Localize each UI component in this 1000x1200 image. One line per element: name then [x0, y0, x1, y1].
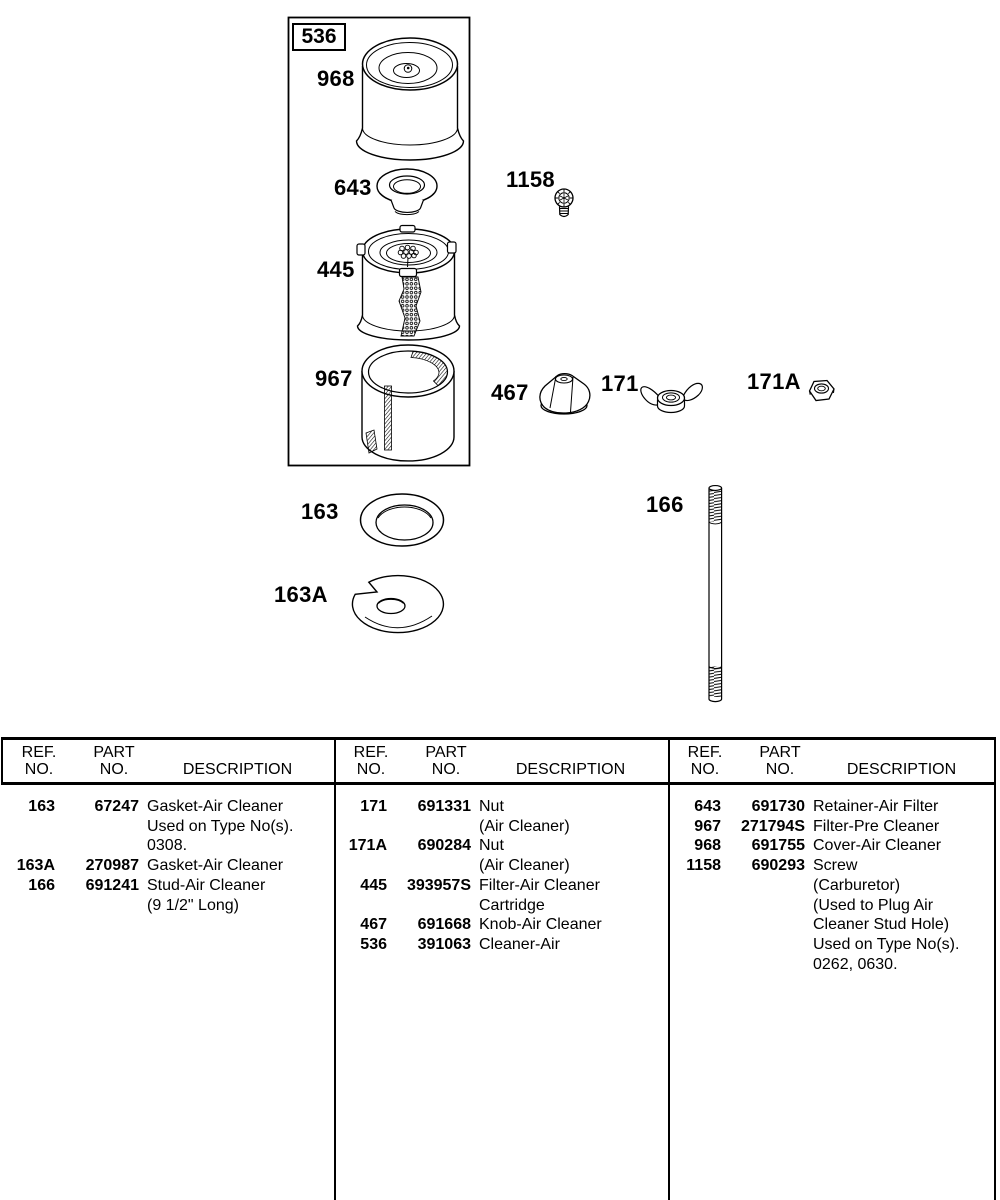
part-label-643: 643	[334, 175, 372, 200]
description-cell	[813, 797, 996, 817]
description-line: Used on Type No(s).	[147, 817, 294, 835]
description-line: 0308.	[147, 837, 188, 855]
description-line: Gasket-Air Cleaner	[147, 798, 284, 815]
description-line: Cleaner Stud Hole)	[813, 916, 950, 934]
header-part-line2: NO.	[99, 760, 129, 778]
parts-table-row	[668, 856, 996, 974]
ref-no-cell: 166	[28, 876, 55, 894]
table-columns	[2, 740, 996, 1200]
ref-no-cell: 967	[694, 817, 721, 835]
description-cell	[147, 876, 334, 915]
part-label-163A: 163A	[274, 582, 328, 607]
part-no-cell: 393957S	[406, 876, 471, 894]
header-ref-no	[16, 745, 62, 778]
parts-table-column-1	[2, 740, 334, 1200]
part-no-cell: 690293	[751, 857, 805, 875]
cover-air-cleaner-968-drawing	[357, 38, 464, 160]
part-no-cell: 691241	[85, 876, 139, 894]
part-label-467: 467	[491, 380, 529, 405]
parts-rows	[334, 787, 668, 955]
header-description: DESCRIPTION	[182, 760, 293, 778]
part-no-cell: 690284	[417, 837, 471, 855]
parts-table-column-2	[334, 740, 668, 1200]
assembly-group-box	[292, 23, 346, 51]
header-ref-no	[348, 745, 394, 778]
ref-no-cell: 1158	[686, 857, 721, 875]
description-line: Used on Type No(s).	[813, 935, 960, 953]
header-ref-line2: NO.	[356, 760, 386, 778]
part-label-166: 166	[646, 492, 684, 517]
part-label-445: 445	[317, 257, 355, 282]
description-line: Filter-Pre Cleaner	[813, 817, 940, 835]
description-cell	[479, 935, 668, 955]
header-part-no	[753, 745, 807, 778]
ref-no-cell: 171A	[348, 837, 387, 855]
part-label-536: 536	[301, 25, 337, 48]
header-part-line2: NO.	[431, 760, 461, 778]
part-label-967: 967	[315, 366, 353, 391]
ref-no-cell: 467	[360, 916, 387, 934]
header-description: DESCRIPTION	[515, 760, 626, 778]
description-cell	[479, 876, 668, 915]
parts-table-row	[668, 836, 996, 856]
description-cell	[147, 797, 334, 856]
parts-table-row	[334, 935, 668, 955]
description-line: Filter-Air Cleaner	[479, 876, 600, 894]
parts-table-column-3	[668, 740, 996, 1200]
part-label-1158: 1158	[506, 167, 555, 192]
parts-table	[0, 737, 1000, 1200]
hex-nut-171A-drawing	[810, 381, 835, 401]
table-header-row	[668, 740, 996, 787]
description-line: (Air Cleaner)	[479, 857, 570, 875]
part-no-cell: 691668	[417, 916, 471, 934]
parts-table-row	[334, 915, 668, 935]
header-description: DESCRIPTION	[846, 760, 957, 778]
description-cell	[813, 817, 996, 837]
description-line: (Used to Plug Air	[813, 896, 934, 914]
description-line: (Carburetor)	[813, 876, 901, 894]
ref-no-cell: 968	[694, 837, 721, 855]
header-part-line1: PART	[93, 744, 135, 761]
description-cell	[813, 856, 996, 974]
part-no-cell: 67247	[94, 798, 139, 815]
table-header-row	[2, 740, 334, 787]
description-line: Cartridge	[479, 896, 545, 914]
description-line: Screw	[813, 857, 858, 875]
description-line: (Air Cleaner)	[479, 817, 570, 835]
ref-no-cell: 536	[360, 935, 387, 953]
gasket-air-cleaner-163-drawing	[361, 494, 444, 546]
retainer-air-filter-643-drawing	[377, 169, 437, 215]
part-label-968: 968	[317, 66, 355, 91]
header-part-no	[87, 745, 141, 778]
ref-no-cell: 163A	[16, 857, 55, 875]
header-part-no	[419, 745, 473, 778]
header-ref-no	[682, 745, 728, 778]
part-no-cell: 391063	[417, 935, 471, 953]
part-label-171: 171	[601, 371, 639, 396]
description-line: (9 1/2" Long)	[147, 896, 239, 914]
part-no-cell: 691730	[751, 798, 805, 815]
description-cell	[479, 836, 668, 875]
description-line: Cleaner-Air	[479, 935, 560, 953]
wing-nut-171-drawing	[641, 383, 703, 412]
parts-table-row	[334, 797, 668, 836]
description-line: Stud-Air Cleaner	[147, 876, 266, 894]
ref-no-cell: 445	[360, 876, 387, 894]
description-line: Gasket-Air Cleaner	[147, 857, 284, 875]
description-line: Nut	[479, 798, 504, 815]
part-no-cell: 691331	[417, 798, 471, 815]
filter-air-cleaner-cartridge-445-drawing	[357, 226, 460, 340]
header-ref-line2: NO.	[24, 760, 54, 778]
description-cell	[479, 797, 668, 836]
header-ref-line1: REF.	[353, 744, 389, 761]
header-part-line2: NO.	[765, 760, 795, 778]
header-ref-line2: NO.	[690, 760, 720, 778]
description-cell	[479, 915, 668, 935]
ref-no-cell: 163	[28, 798, 55, 815]
description-line: Knob-Air Cleaner	[479, 916, 602, 934]
ref-no-cell: 643	[694, 798, 721, 815]
parts-table-row	[2, 876, 334, 915]
parts-table-row	[334, 836, 668, 875]
parts-table-row	[668, 817, 996, 837]
header-part-line1: PART	[759, 744, 801, 761]
table-header-row	[334, 740, 668, 787]
part-label-171A: 171A	[747, 369, 801, 394]
parts-table-row	[2, 797, 334, 856]
description-line: Cover-Air Cleaner	[813, 837, 942, 855]
description-cell	[813, 836, 996, 856]
parts-table-row	[2, 856, 334, 876]
header-ref-line1: REF.	[21, 744, 57, 761]
parts-table-row	[668, 797, 996, 817]
stud-air-cleaner-166-drawing	[709, 486, 722, 702]
description-cell	[147, 856, 334, 876]
screw-1158-drawing	[555, 189, 573, 217]
part-no-cell: 691755	[751, 837, 805, 855]
header-ref-line1: REF.	[687, 744, 723, 761]
parts-rows	[2, 787, 334, 915]
parts-rows	[668, 787, 996, 974]
description-line: 0262, 0630.	[813, 955, 898, 973]
description-line: Retainer-Air Filter	[813, 798, 939, 815]
part-no-cell: 270987	[85, 857, 139, 875]
ref-no-cell: 171	[360, 798, 387, 815]
knob-air-cleaner-467-drawing	[540, 374, 590, 414]
filter-pre-cleaner-967-drawing	[362, 345, 454, 461]
part-label-163: 163	[301, 499, 339, 524]
part-no-cell: 271794S	[740, 817, 805, 835]
gasket-air-cleaner-163A-drawing	[352, 576, 443, 633]
description-line: Nut	[479, 837, 504, 855]
header-part-line1: PART	[425, 744, 467, 761]
parts-table-row	[334, 876, 668, 915]
